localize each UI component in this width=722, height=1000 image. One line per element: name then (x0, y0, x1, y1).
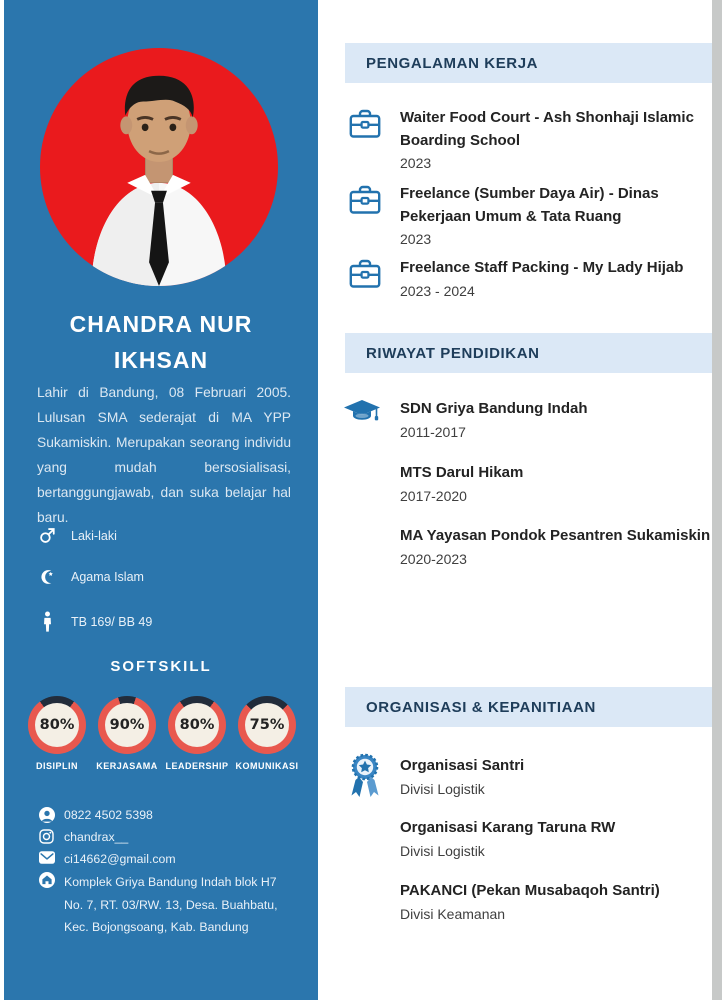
award-ribbon-icon (349, 752, 381, 805)
entry-title: Organisasi Santri (400, 757, 525, 774)
organization-entry (400, 755, 715, 797)
contact-value: 0822 4502 5398 (64, 808, 153, 822)
profile-bio: Lahir di Bandung, 08 Februari 2005. Lulusan SMA sederajat di MA YPP Sukamiskin. Merupakan seorang individu yang mudah bersosialisasi, bertanggungjawab, dan suka belajar hal baru. (37, 385, 291, 525)
address-line: Komplek Griya Bandung Indah blok H7 (64, 875, 277, 889)
donut-ring (98, 696, 156, 754)
detail-label: Laki-laki (71, 528, 117, 543)
detail-body (37, 611, 152, 632)
entry-period: Divisi Keamanan (400, 905, 506, 922)
entry-title: MTS Darul Hikam (400, 464, 524, 481)
profile-name-line2: IKHSAN (113, 347, 209, 373)
contact-email (38, 850, 176, 867)
profile-name-line1: CHANDRA NUR (69, 311, 253, 337)
contact-address (38, 871, 278, 939)
entry-title: Freelance (Sumber Daya Air) - Dinas Pekerjaan Umum & Tata Ruang (400, 185, 659, 225)
organization-entry (400, 817, 715, 859)
percent-value: 80% (35, 703, 79, 747)
section-title: RIWAYAT PENDIDIKAN (366, 344, 540, 362)
address-line: No. 7, RT. 03/RW. 13, Desa. Buahbatu, (64, 897, 278, 912)
education-entry (400, 525, 715, 567)
graduation-cap-icon (342, 398, 382, 433)
softskill-badge-komunikasi (235, 696, 299, 771)
section-title: ORGANISASI & KEPANITIAAN (366, 698, 596, 716)
entry-title: Waiter Food Court - Ash Shonhaji Islamic Boarding School (400, 109, 694, 149)
detail-religion (37, 569, 144, 585)
detail-label: TB 169/ BB 49 (71, 614, 153, 629)
donut-ring (28, 696, 86, 754)
entry-title: PAKANCI (Pekan Musabaqoh Santri) (400, 882, 660, 899)
percent-value: 75% (245, 703, 289, 747)
profile-photo (40, 48, 278, 286)
softskill-heading: SOFTSKILL (110, 658, 212, 675)
entry-period: 2017-2020 (400, 487, 467, 504)
softskill-badge-disiplin (25, 696, 89, 771)
email-icon (38, 850, 55, 867)
briefcase-icon (348, 258, 382, 295)
profile-name (4, 306, 318, 378)
contact-value: chandrax__ (64, 830, 129, 844)
entry-title: SDN Griya Bandung Indah (400, 400, 588, 417)
work-entry (400, 107, 715, 171)
entry-title: Freelance Staff Packing - My Lady Hijab (400, 259, 684, 276)
section-title: PENGALAMAN KERJA (366, 54, 539, 72)
badge-label: DISIPLIN (35, 761, 78, 771)
donut-ring (238, 696, 296, 754)
contact-instagram (38, 828, 128, 845)
education-entry (400, 398, 715, 440)
work-entry (400, 183, 715, 247)
entry-period: 2023 (400, 231, 432, 247)
entry-period: 2023 (400, 155, 432, 171)
crescent-star-icon (37, 569, 57, 585)
sidebar (4, 0, 318, 1000)
briefcase-icon (348, 108, 382, 145)
softskill-badges (25, 696, 299, 771)
education-entry (400, 462, 715, 504)
entry-period: 2023 - 2024 (400, 282, 475, 299)
organization-entry (400, 880, 715, 922)
detail-label: Agama Islam (71, 570, 144, 584)
person-portrait-illustration (40, 48, 278, 286)
entry-title: MA Yayasan Pondok Pesantren Sukamiskin (400, 527, 711, 544)
section-header-pengalaman-kerja (345, 43, 716, 83)
page-edge-strip (712, 0, 722, 1000)
entry-period: 2011-2017 (400, 423, 466, 440)
section-header-organisasi (345, 687, 716, 727)
entry-period: Divisi Logistik (400, 842, 485, 859)
contact-person-icon (38, 806, 55, 823)
entry-period: Divisi Logistik (400, 780, 485, 797)
detail-gender (37, 527, 117, 544)
work-entry (400, 257, 715, 299)
section-header-riwayat-pendidikan (345, 333, 716, 373)
contact-value: ci14662@gmail.com (64, 852, 176, 866)
briefcase-icon (348, 184, 382, 221)
percent-value: 80% (175, 703, 219, 747)
home-icon (38, 871, 55, 939)
entry-period: 2020-2023 (400, 550, 467, 567)
contact-value (64, 871, 278, 939)
instagram-icon (38, 828, 55, 845)
donut-ring (168, 696, 226, 754)
badge-label: KERJASAMA (96, 761, 158, 771)
softskill-badge-kerjasama (95, 696, 159, 771)
percent-value: 90% (105, 703, 149, 747)
male-icon (37, 527, 57, 544)
entry-title: Organisasi Karang Taruna RW (400, 819, 616, 836)
contact-phone (38, 806, 153, 823)
person-icon (37, 611, 57, 632)
badge-label: KOMUNIKASI (235, 761, 299, 771)
address-line: Kec. Bojongsoang, Kab. Bandung (64, 920, 249, 934)
softskill-badge-leadership (165, 696, 229, 771)
badge-label: LEADERSHIP (165, 761, 229, 771)
